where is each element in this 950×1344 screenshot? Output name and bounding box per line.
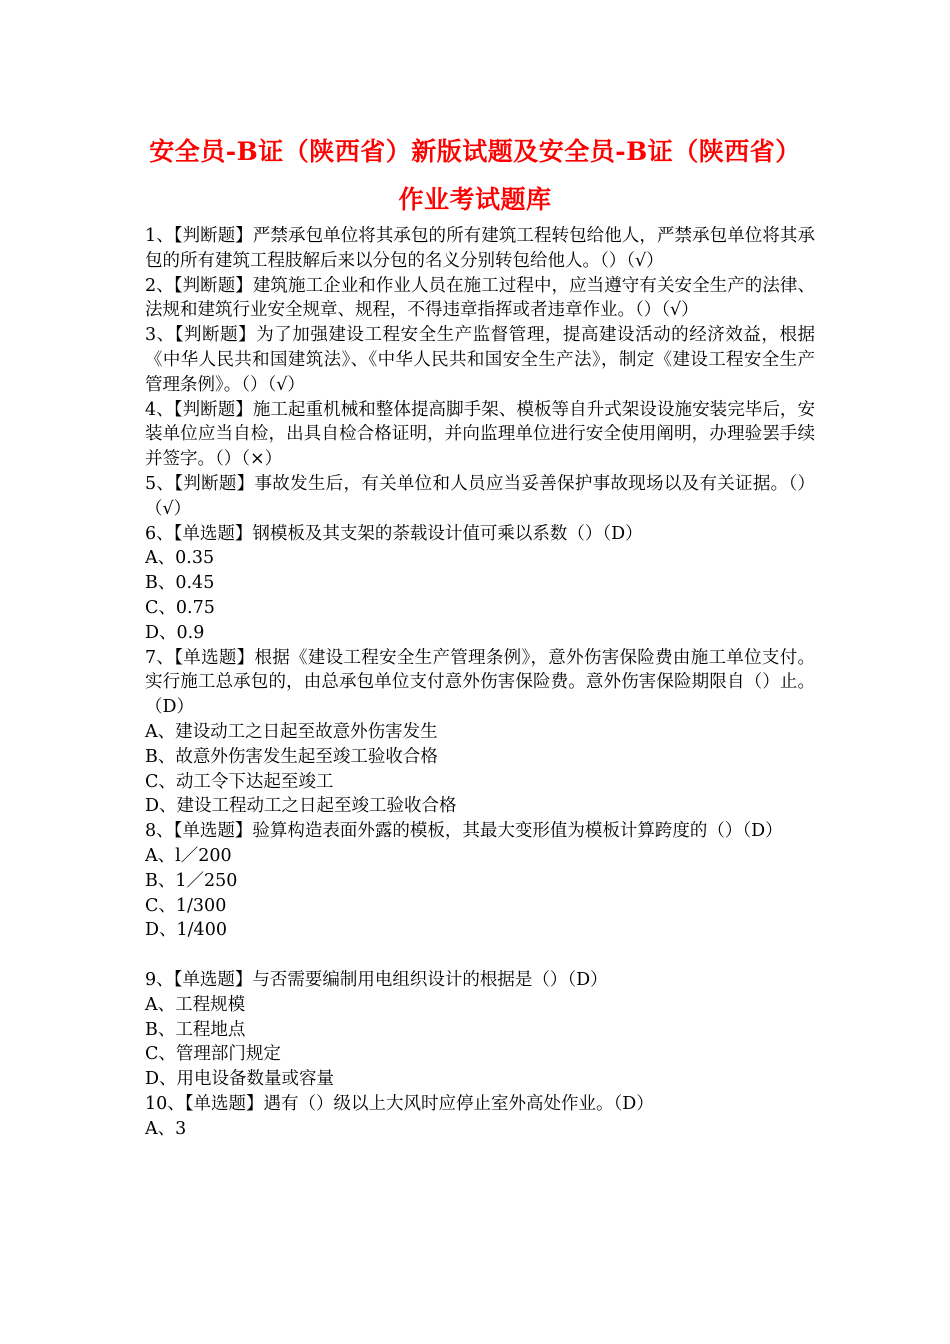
question-6-option-c: C、0.75 xyxy=(145,597,215,618)
question-8-option-d: D、1/400 xyxy=(145,920,227,941)
question-8-option-c: C、1/300 xyxy=(145,895,227,916)
question-7-option-d: D、建设工程动工之日起至竣工验收合格 xyxy=(145,796,457,817)
question-6-option-a: A、0.35 xyxy=(145,548,215,569)
question-6-option-b: B、0.45 xyxy=(145,573,215,594)
question-7-option-b: B、故意外伤害发生起至竣工验收合格 xyxy=(145,746,438,767)
question-9-option-d: D、用电设备数量或容量 xyxy=(145,1069,335,1090)
question-9-option-c: C、管理部门规定 xyxy=(145,1044,281,1065)
question-10-option-a: A、3 xyxy=(145,1118,187,1139)
question-2: 2、【判断题】建筑施工企业和作业人员在施工过程中，应当遵守有关安全生产的法律、法规和建筑行业安全规章、规程，不得违章指挥或者违章作业。（）（√） xyxy=(145,275,815,321)
question-8: 8、【单选题】验算构造表面外露的模板，其最大变形值为模板计算跨度的（）（D） xyxy=(145,821,783,842)
question-7: 7、【单选题】根据《建设工程安全生产管理条例》，意外伤害保险费由施工单位支付。实行施工总承包的，由总承包单位支付意外伤害保险费。意外伤害保险期限自（）止。（D） xyxy=(145,647,815,718)
question-9: 9、【单选题】与否需要编制用电组织设计的根据是（）（D） xyxy=(145,969,608,990)
blank-line xyxy=(145,943,815,968)
question-4: 4、【判断题】施工起重机械和整体提高脚手架、模板等自升式架设设施安装完毕后，安装单位应当自检，出具自检合格证明，并向监理单位进行安全使用阐明，办理验罢手续并签字。（）（×） xyxy=(145,399,815,470)
question-list xyxy=(145,224,815,1141)
question-3: 3、【判断题】为了加强建设工程安全生产监督管理，提高建设活动的经济效益，根据《中华人民共和国建筑法》、《中华人民共和国安全生产法》，制定《建设工程安全生产管理条例》。（）（√） xyxy=(145,325,815,395)
question-7-option-a: A、建设动工之日起至故意外伤害发生 xyxy=(145,721,438,742)
question-1: 1、【判断题】严禁承包单位将其承包的所有建筑工程转包给他人，严禁承包单位将其承包的所有建筑工程肢解后来以分包的名义分别转包给他人。（）（√） xyxy=(145,226,815,271)
question-9-option-a: A、工程规模 xyxy=(145,994,246,1015)
document-title-line2: 作业考试题库 xyxy=(398,185,552,214)
document-title-line1: 安全员-B证（陕西省）新版试题及安全员-B证（陕西省） xyxy=(149,137,801,166)
question-6: 6、【单选题】钢模板及其支架的荼载设计值可乘以系数（）（D） xyxy=(145,523,643,544)
question-5: 5、【判断题】事故发生后，有关单位和人员应当妥善保护事故现场以及有关证据。（）（√） xyxy=(145,473,815,519)
question-9-option-b: B、工程地点 xyxy=(145,1019,246,1040)
question-7-option-c: C、动工令下达起至竣工 xyxy=(145,771,334,792)
question-6-option-d: D、0.9 xyxy=(145,622,205,643)
question-8-option-b: B、1／250 xyxy=(145,870,238,891)
question-10: 10、【单选题】遇有（）级以上大风时应停止室外高处作业。（D） xyxy=(145,1093,654,1114)
question-8-option-a: A、l／200 xyxy=(145,845,232,866)
